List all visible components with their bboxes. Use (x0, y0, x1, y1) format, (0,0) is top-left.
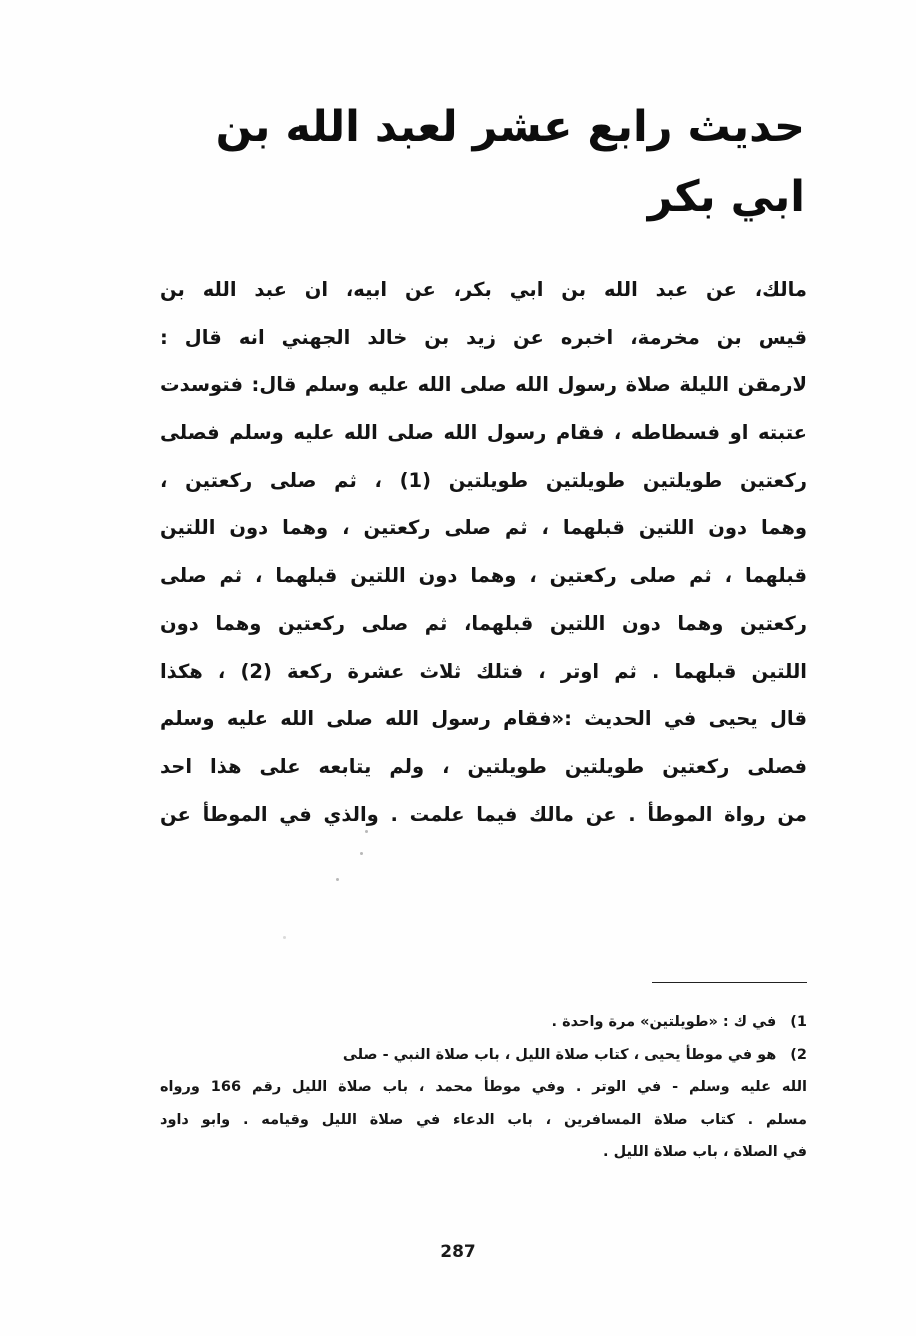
scan-speck (283, 936, 286, 939)
footnote-marker: 1) (790, 1014, 807, 1030)
text-line: قيس بن مخرمة، اخبره عن زيد بن خالد الجهني انه قال : (160, 325, 807, 349)
footnote-text-line: مسلم . كتاب صلاة المسافرين ، باب الدعاء في صلاة الليل وقيامه . وابو داود (160, 1111, 807, 1128)
footnote-2 (160, 1039, 807, 1072)
footnote-text: هو في موطأ يحيى ، كتاب صلاة الليل ، باب صلاة النبي - صلى (342, 1046, 777, 1063)
text-line: قبلهما ، ثم صلى ركعتين ، وهما دون اللتين قبلهما ، ثم صلى (160, 564, 807, 588)
scan-speck (365, 830, 368, 833)
footnote-1 (160, 1006, 807, 1039)
text-line: قال يحيى في الحديث :«فقام رسول الله صلى الله عليه وسلم (160, 707, 807, 731)
page-number: 287 (440, 1242, 476, 1262)
text-line: عتبته او فسطاطه ، فقام رسول الله صلى الله عليه وسلم فصلى (160, 421, 807, 445)
text-line: وهما دون اللتين قبلهما ، ثم صلى ركعتين ، وهما دون اللتين (160, 516, 807, 540)
scan-speck (360, 852, 363, 855)
scan-speck (336, 878, 339, 881)
text-line: لارمقن الليلة صلاة رسول الله صلى الله عليه وسلم قال: فتوسدت (160, 373, 807, 397)
text-line: من رواة الموطأ . عن مالك فيما علمت . والذي في الموطأ عن (160, 802, 807, 826)
main-text (160, 266, 807, 838)
text-line: فصلى ركعتين طويلتين طويلتين ، ولم يتابعه على هذا احد (160, 754, 807, 778)
footnote-separator (652, 982, 807, 983)
footnote-text-line: في الصلاة ، باب صلاة الليل . (603, 1144, 807, 1160)
chapter-title (150, 92, 805, 232)
footnote-text-line: الله عليه وسلم - في الوتر . وفي موطأ محمد ، باب صلاة الليل رقم 166 ورواه (160, 1079, 808, 1095)
chapter-title-line-2: ابي بكر (647, 172, 805, 222)
footnote-marker: 2) (790, 1046, 807, 1063)
footnote-text: في ك : «طويلتين» مرة واحدة . (551, 1014, 777, 1030)
text-line: مالك، عن عبد الله بن ابي بكر، عن ابيه، ان عبد الله بن (160, 278, 807, 301)
text-line: ركعتين طويلتين طويلتين طويلتين (1) ، ثم صلى ركعتين ، (160, 468, 808, 492)
footnotes (160, 1006, 807, 1169)
chapter-title-line-1: حديث رابع عشر لعبد الله بن (215, 102, 805, 152)
text-line: اللتين قبلهما . ثم اوتر ، فتلك ثلاث عشرة ركعة (2) ، هكذا (160, 659, 807, 683)
text-line: ركعتين وهما دون اللتين قبلهما، ثم صلى ركعتين وهما دون (160, 611, 807, 635)
